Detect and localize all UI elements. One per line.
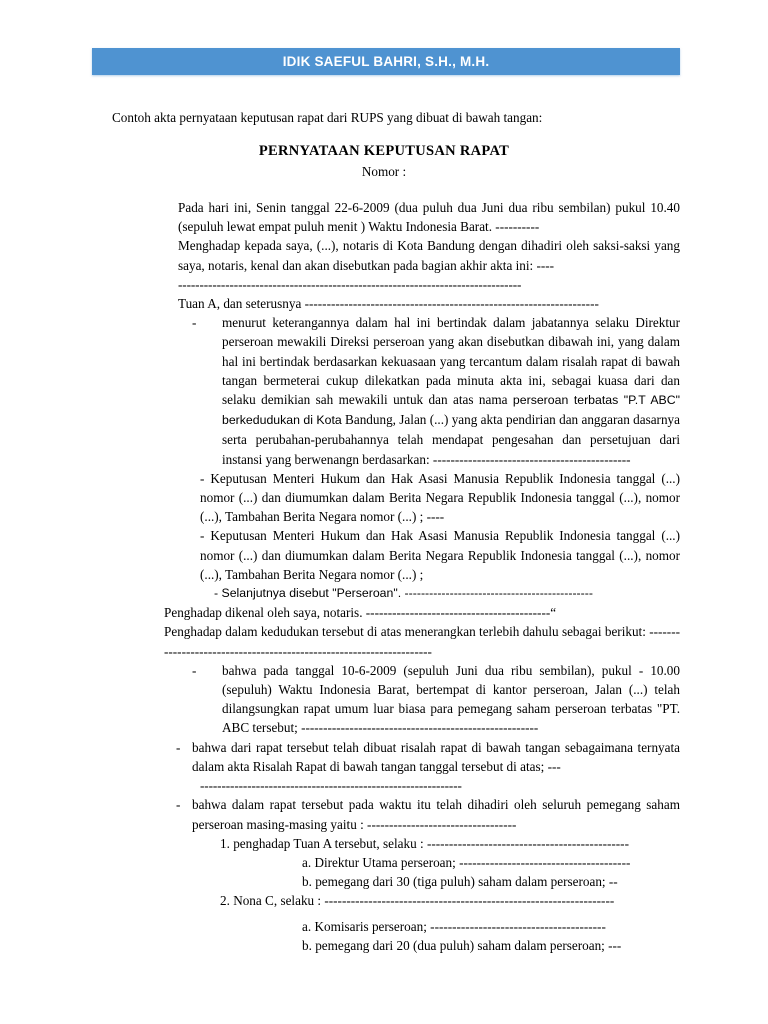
intro-line: Contoh akta pernyataan keputusan rapat dari RUPS yang dibuat di bawah tangan: <box>112 110 543 125</box>
bullet-dash-icon: - <box>176 797 181 813</box>
paragraph-selanjutnya: - Selanjutnya disebut "Perseroan". ---------------------------------------------- <box>214 586 593 601</box>
list-item-menurut-text <box>222 313 680 469</box>
document-body <box>164 198 680 955</box>
list-item-2a: a. Komisaris perseroan; ---------------------------------------- <box>302 918 606 934</box>
bullet-dash-icon: - <box>192 315 197 331</box>
company-name-sans: perseroan terbatas "P.T ABC" berkedudukan di Kota <box>222 393 680 428</box>
paragraph-keputusan-1: - Keputusan Menteri Hukum dan Hak Asasi Manusia Republik Indonesia tanggal (...) nomor (...) dan diumumkan dalam Berita Negara Republik Indonesia tanggal (...), nomor (...), Tambahan Berita Negara nomor (...) ; ---- <box>200 470 680 525</box>
list-item-bahwa-2-text: bahwa dari rapat tersebut telah dibuat risalah rapat di bawah tangan sebagaimana ternyata dalam akta Risalah Rapat di bawah tangan tanggal tersebut di atas; --- <box>192 739 680 774</box>
list-item-2: 2. Nona C, selaku : ------------------------------------------------------------------ <box>220 893 615 909</box>
list-item-bahwa-3 <box>176 795 680 833</box>
list-item-2b: b. pemegang dari 20 (dua puluh) saham dalam perseroan; --- <box>302 937 622 953</box>
list-item-bahwa-1-text: bahwa pada tanggal 10-6-2009 (sepuluh Juni dua ribu sembilan), pukul - 10.00 (sepuluh) Waktu Indonesia Barat, bertempat di kantor perseroan, Jalan (...) telah dilangsungkan rapat umum luar biasa para pemegang saham perseroan terbatas "PT. ABC tersebut; ------------------------------------------------------ <box>222 662 680 736</box>
list-item-bahwa-2 <box>176 738 680 776</box>
page-title: PERNYATAAN KEPUTUSAN RAPAT <box>258 143 510 159</box>
list-item-1: 1. penghadap Tuan A tersebut, selaku : ---------------------------------------------- <box>220 835 629 851</box>
paragraph-tuan-a: Tuan A, dan seterusnya ------------------------------------------------------------------- <box>178 296 599 312</box>
paragraph-penghadap-kedudukan: Penghadap dalam kedudukan tersebut di atas menerangkan terlebih dahulu sebagai berikut: -------------------------------------------------------------------- <box>164 624 680 659</box>
document-number-label: Nomor : <box>361 164 407 179</box>
bullet-dash-icon: - <box>192 662 197 678</box>
letterhead-title: IDIK SAEFUL BAHRI, S.H., M.H. <box>282 54 490 69</box>
menurut-text-part-2: Bandung, Jalan (...) yang akta pendirian dan anggaran dasarnya serta perubahan-perubahannya telah mendapat pengesahan dan persetujuan dari instansi yang berwenangn berdasarkan: --------------------------------------------- <box>222 412 680 467</box>
paragraph-opening-rule: -------------------------------------------------------------------------------- <box>178 276 522 292</box>
list-item-1b: b. pemegang dari 30 (tiga puluh) saham dalam perseroan; -- <box>302 874 618 890</box>
paragraph-opening-2: Menghadap kepada saya, (...), notaris di Kota Bandung dengan dihadiri oleh saksi-saksi yang saya, notaris, kenal dan akan disebutkan pada bagian akhir akta ini: ---- <box>178 238 680 273</box>
paragraph-opening: Pada hari ini, Senin tanggal 22-6-2009 (dua puluh dua Juni dua ribu sembilan) pukul 10.40 (sepuluh lewat empat puluh menit ) Waktu Indonesia Barat. ---------- <box>178 200 680 235</box>
list-item-menurut <box>192 313 680 469</box>
paragraph-bahwa-2-rule: ------------------------------------------------------------- <box>200 778 462 794</box>
list-item-bahwa-1 <box>192 661 680 738</box>
menurut-text-part-1: menurut keterangannya dalam hal ini bertindak dalam jabatannya selaku Direktur perseroan mewakili Direksi perseroan yang akan disebutkan dibawah ini, yang dalam hal ini bertindak berdasarkan kekuasaan yang tercantum dalam risalah rapat di bawah tangan bermeterai cukup dilekatkan pada minuta akta ini, sebagai kuasa dari dan selaku demikian sah mewakili untuk dan atas nama <box>222 315 680 408</box>
list-item-bahwa-3-text: bahwa dalam rapat tersebut pada waktu itu telah dihadiri oleh seluruh pemegang saham perseroan masing-masing yaitu : ---------------------------------- <box>192 797 680 832</box>
paragraph-keputusan-2: - Keputusan Menteri Hukum dan Hak Asasi Manusia Republik Indonesia tanggal (...) nomor (...) dan diumumkan dalam Berita Negara Republik Indonesia tanggal (...), nomor (...), Tambahan Berita Negara nomor (...) ; <box>200 528 680 582</box>
paragraph-penghadap-dikenal: Penghadap dikenal oleh saya, notaris. ------------------------------------------“ <box>164 605 557 621</box>
bullet-dash-icon: - <box>176 739 181 755</box>
list-item-1a: a. Direktur Utama perseroan; --------------------------------------- <box>302 854 631 870</box>
letterhead-banner <box>92 48 680 75</box>
